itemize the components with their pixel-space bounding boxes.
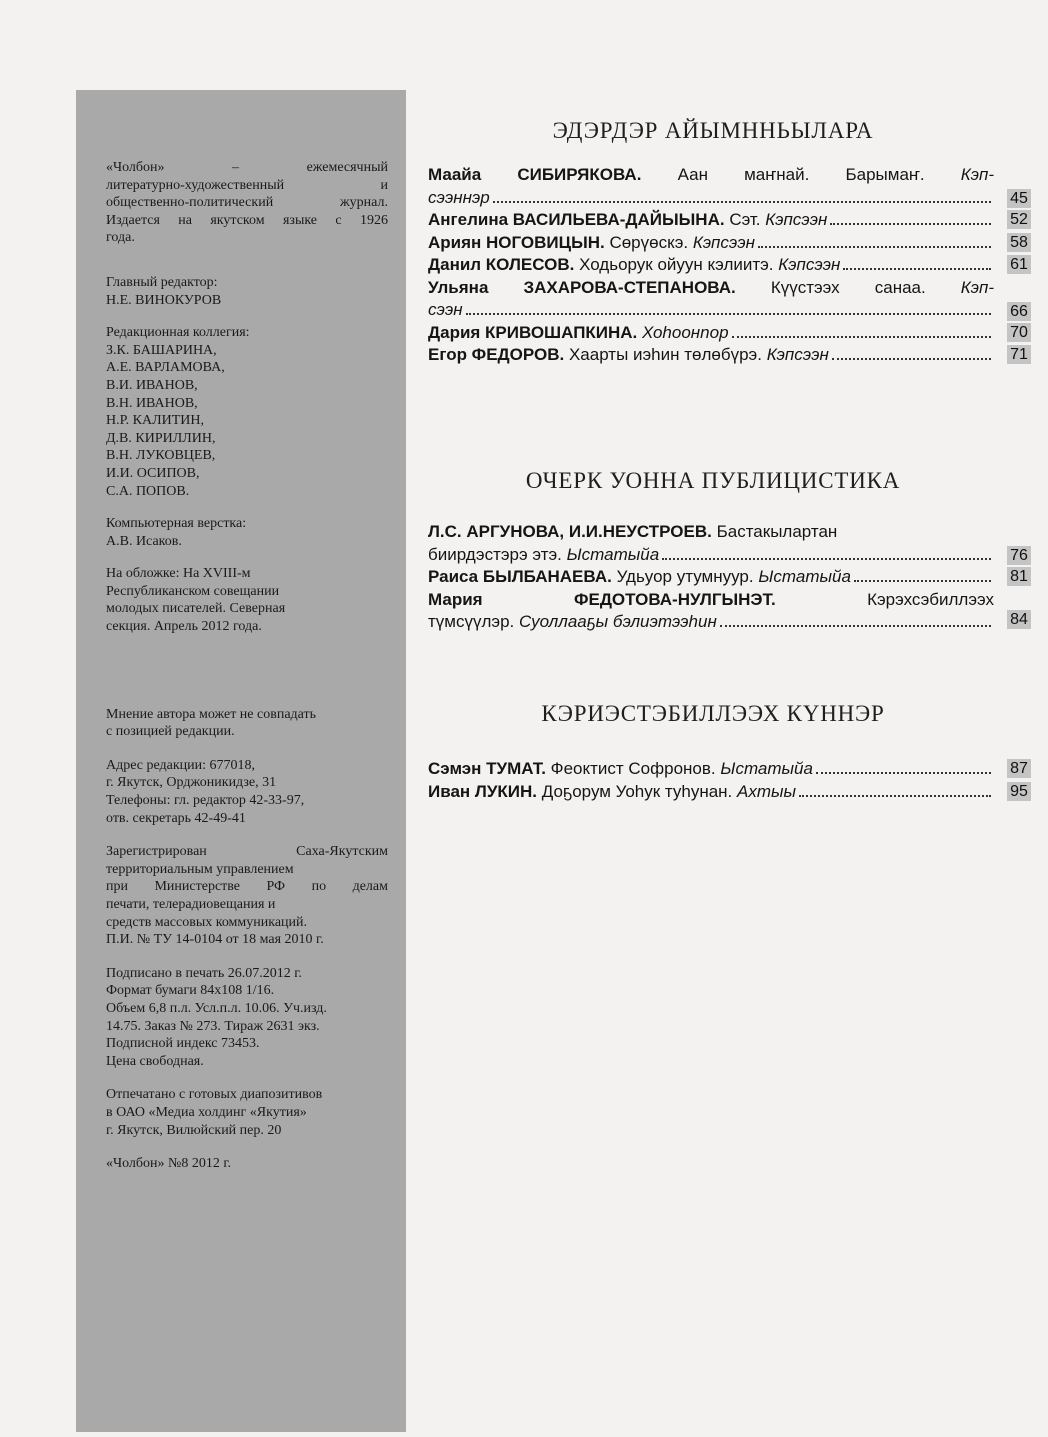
chief-editor — [106, 274, 388, 309]
dot-leader — [843, 268, 991, 270]
issue-number — [106, 1155, 388, 1173]
toc-entry[interactable] — [428, 209, 1031, 232]
page-number: 66 — [1007, 302, 1031, 321]
toc-entry[interactable] — [428, 589, 1031, 634]
opinion-line: с позицией редакции. — [106, 724, 235, 740]
page-number: 71 — [1007, 345, 1031, 364]
entry-title: Аан маҥнай. Барымаҥ. — [677, 165, 925, 184]
entry-genre: Ахтыы — [737, 781, 797, 801]
entry-title-continued: түмсүүлэр. — [428, 612, 515, 631]
entry-title: Феоктист Софронов. — [550, 759, 716, 778]
section-title: ЭДЭРДЭР АЙЫМННЬЫЛАРА — [552, 118, 874, 143]
registration-note — [106, 843, 388, 949]
entry-genre: Кэпсээн — [765, 210, 828, 229]
dot-leader — [758, 246, 991, 248]
print-line: 14.75. Заказ № 273. Тираж 2631 экз. — [106, 1018, 320, 1034]
cover-line: На обложке: На XVIII-м — [106, 566, 251, 582]
address-line: отв. секретарь 42-49-41 — [106, 810, 246, 826]
opinion-note — [106, 706, 388, 741]
about-line: Издается на якутском языке с 1926 — [106, 212, 388, 228]
section-entries — [428, 521, 1031, 634]
editor-label: Главный редактор: — [106, 274, 218, 290]
dot-leader — [816, 772, 991, 774]
journal-about — [106, 159, 388, 247]
dot-leader — [830, 223, 991, 225]
table-of-contents — [428, 0, 1038, 1437]
entry-genre: Суоллааҕы бэлиэтээһин — [518, 612, 717, 631]
entry-title: Хаарты иэһин төлөбүрэ. — [568, 345, 762, 364]
board-member: В.Н. ЛУКОВЦЕВ, — [106, 448, 216, 464]
page-number: 52 — [1007, 210, 1031, 229]
registration-line: территориальным управлением — [106, 861, 294, 877]
entry-genre: сээннэр — [428, 187, 490, 207]
entry-genre: Кэп- — [960, 165, 994, 184]
dot-leader — [799, 795, 991, 797]
entry-title: Бастакылартан — [716, 522, 838, 541]
toc-entry[interactable] — [428, 781, 1031, 804]
entry-author: Егор ФЕДОРОВ. — [428, 345, 565, 364]
board-label: Редакционная коллегия: — [106, 325, 250, 341]
dot-leader — [732, 336, 991, 338]
toc-entry[interactable] — [428, 322, 1031, 345]
page-number: 95 — [1007, 782, 1031, 801]
entry-author: Иван ЛУКИН. — [428, 781, 537, 801]
about-line: общественно-политический журнал. — [106, 195, 388, 211]
dot-leader — [720, 625, 991, 627]
imprint-column — [76, 90, 406, 1432]
entry-author: Сэмэн ТУМАТ. — [428, 759, 546, 778]
entry-author: Раиса БЫЛБАНАЕВА. — [428, 567, 612, 586]
address-line: г. Якутск, Орджоникидзе, 31 — [106, 775, 277, 791]
page-number: 61 — [1007, 255, 1031, 274]
about-line: «Чолбон» – ежемесячный — [106, 160, 388, 175]
toc-entry[interactable] — [428, 254, 1031, 277]
toc-entry[interactable] — [428, 164, 1031, 209]
page-number: 70 — [1007, 323, 1031, 342]
entry-author: Мария ФЕДОТОВА-НУЛГЫНЭТ. — [428, 589, 776, 609]
entry-title: Күүстээх санаа. — [770, 277, 926, 297]
board-member: И.И. ОСИПОВ, — [106, 465, 200, 481]
section-entries — [428, 758, 1031, 803]
entry-title: Кэрэхсэбиллээх — [867, 589, 994, 609]
dot-leader — [832, 358, 991, 360]
layout-credit — [106, 515, 388, 550]
page-number: 84 — [1007, 610, 1031, 629]
layout-label: Компьютерная верстка: — [106, 516, 247, 532]
dot-leader — [466, 313, 991, 315]
address-line: Телефоны: гл. редактор 42-33-97, — [106, 793, 305, 809]
toc-entry[interactable] — [428, 758, 1031, 781]
print-line: Объем 6,8 п.л. Усл.п.л. 10.06. Уч.изд. — [106, 1000, 327, 1016]
dot-leader — [493, 201, 991, 203]
entry-title: Сэт. — [729, 210, 761, 229]
print-line: Подписано в печать 26.07.2012 г. — [106, 965, 302, 981]
dot-leader — [662, 558, 991, 560]
page-number: 81 — [1007, 567, 1031, 586]
toc-entry[interactable] — [428, 277, 1031, 322]
opinion-line: Мнение автора может не совпадать — [106, 706, 317, 722]
print-line: Подписной индекс 73453. — [106, 1036, 260, 1052]
entry-author: Ульяна ЗАХАРОВА-СТЕПАНОВА. — [428, 277, 736, 297]
entry-genre: Ыстатыйа — [758, 567, 851, 586]
section-title: КЭРИЭСТЭБИЛЛЭЭХ КҮННЭР — [541, 701, 885, 726]
print-line: Цена свободная. — [106, 1053, 204, 1069]
printed-by-line: в ОАО «Медиа холдинг «Якутия» — [106, 1104, 307, 1120]
editorial-address — [106, 757, 388, 827]
registration-line: печати, телерадиовещания и — [106, 897, 276, 912]
print-details — [106, 965, 388, 1071]
toc-entry[interactable] — [428, 344, 1031, 367]
entry-title: Доҕорум Уоһук туһунан. — [541, 781, 733, 801]
entry-author: Ариян НОГОВИЦЫН. — [428, 232, 605, 252]
entry-genre: Кэпсээн — [778, 255, 841, 274]
entry-genre: Хоһоонnор — [642, 322, 729, 342]
entry-genre: Ыстатыйа — [566, 544, 660, 564]
entry-genre: сээн — [428, 300, 463, 319]
entry-title-continued: биирдэстэрэ этэ. — [428, 544, 562, 564]
board-member: Д.В. КИРИЛЛИН, — [106, 430, 216, 446]
entry-title: Удьуор утумнуур. — [616, 567, 754, 586]
address-line: Адрес редакции: 677018, — [106, 757, 256, 773]
entry-genre: Ыстатыйа — [720, 759, 813, 778]
layout-name: А.В. Исаков. — [106, 533, 182, 549]
registration-line: средств массовых коммуникаций. — [106, 914, 308, 930]
board-member: З.К. БАШАРИНА, — [106, 342, 217, 358]
entry-title: Сөрүөскэ. — [609, 232, 689, 252]
entry-author: Данил КОЛЕСОВ. — [428, 255, 575, 274]
printed-by-line: г. Якутск, Вилюйский пер. 20 — [106, 1122, 282, 1138]
toc-entry[interactable] — [428, 521, 1031, 566]
board-member: В.Н. ИВАНОВ, — [106, 395, 198, 411]
cover-line: Республиканском совещании — [106, 583, 280, 599]
cover-line: молодых писателей. Северная — [106, 601, 286, 617]
toc-entry[interactable] — [428, 566, 1031, 589]
editorial-board — [106, 324, 388, 500]
page-number: 76 — [1007, 546, 1031, 565]
entry-author: Дария КРИВОШАПКИНА. — [428, 322, 638, 342]
entry-title: Ходьорук ойуун кэлиитэ. — [579, 255, 774, 274]
entry-genre: Кэпсээн — [692, 232, 755, 252]
registration-line: при Министерстве РФ по делам — [106, 879, 388, 895]
registration-line: Зарегистрирован Саха-Якутским — [106, 844, 388, 860]
editor-name: Н.Е. ВИНОКУРОВ — [106, 292, 222, 308]
cover-note — [106, 565, 388, 635]
board-member: С.А. ПОПОВ. — [106, 483, 190, 499]
about-line: года. — [106, 230, 135, 246]
entry-author: Ангелина ВАСИЛЬЕВА-ДАЙЫЫНА. — [428, 210, 725, 229]
issue-line: «Чолбон» №8 2012 г. — [106, 1156, 232, 1172]
entry-genre: Кэпсээн — [766, 345, 829, 364]
page-number: 87 — [1007, 759, 1031, 778]
page-number: 45 — [1007, 189, 1031, 208]
page-number: 58 — [1007, 233, 1031, 252]
printed-by — [106, 1086, 388, 1139]
dot-leader — [854, 580, 991, 582]
cover-line: секция. Апрель 2012 года. — [106, 619, 262, 635]
entry-genre: Кэп- — [960, 277, 994, 297]
section-title: ОЧЕРК УОННА ПУБЛИЦИСТИКА — [525, 468, 901, 493]
entry-author: Маайа СИБИРЯКОВА. — [428, 165, 642, 184]
board-member: А.Е. ВАРЛАМОВА, — [106, 360, 225, 376]
section-entries — [428, 164, 1031, 367]
registration-line: П.И. № ТУ 14-0104 от 18 мая 2010 г. — [106, 932, 324, 948]
toc-entry[interactable] — [428, 232, 1031, 255]
board-member: Н.Р. КАЛИТИН, — [106, 413, 204, 429]
about-line: литературно-художественный и — [106, 177, 388, 193]
print-line: Формат бумаги 84х108 1/16. — [106, 983, 275, 999]
entry-author: Л.С. АРГУНОВА, И.И.НЕУСТРОЕВ. — [428, 522, 712, 541]
printed-by-line: Отпечатано с готовых диапозитивов — [106, 1087, 323, 1103]
board-member: В.И. ИВАНОВ, — [106, 377, 198, 393]
